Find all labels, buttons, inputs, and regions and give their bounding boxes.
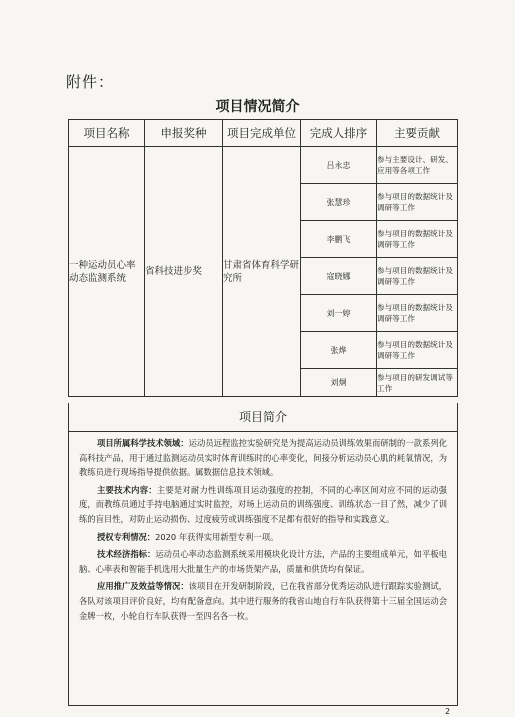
project-table	[68, 119, 458, 397]
paragraph-text: 运动员远程监控实验研究是为提高运动员训练效果而研制的一款系列化高科技产品，用于通过监测运动员实时体育训练时的心率变化，间接分析运动员心肌的耗氧情况，为教练员进行现场指导提供依据。属数据信息技术领域。	[79, 438, 447, 478]
paragraph-label: 技术经济指标：	[97, 549, 156, 560]
person-contribution: 参与项目的数据统计及调研等工作	[377, 295, 458, 332]
intro-paragraph	[79, 547, 447, 576]
person-name: 刘炯	[301, 369, 377, 397]
header-project-name: 项目名称	[69, 120, 145, 147]
person-name: 张烨	[301, 332, 377, 369]
page-number: 2	[445, 707, 451, 716]
project-name-cell: 一种运动员心率动态监测系统	[69, 147, 145, 397]
header-people-order: 完成人排序	[301, 120, 377, 147]
person-contribution: 参与项目的数据统计及调研等工作	[377, 184, 458, 221]
table-row	[69, 147, 458, 184]
person-name: 吕永忠	[301, 147, 377, 184]
paragraph-text: 运动员心率动态监测系统采用模块化设计方法，产品的主要组成单元，如平板电脑、心率表和智能手机选用大批量生产的市场货架产品，质量和供货均有保证。	[79, 549, 447, 574]
intro-paragraph	[79, 436, 447, 480]
intro-title: 项目简介	[69, 403, 457, 432]
person-name: 李鹏飞	[301, 221, 377, 258]
award-type-cell: 省科技进步奖	[145, 147, 223, 397]
intro-paragraph	[79, 579, 447, 623]
doc-title: 项目情况简介	[215, 99, 300, 115]
paragraph-label: 应用推广及效益等情况：	[97, 581, 189, 592]
person-contribution: 参与项目的数据统计及调研等工作	[377, 332, 458, 369]
intro-paragraph	[79, 483, 447, 527]
project-intro-section	[68, 403, 458, 706]
person-contribution: 参与主要设计、研发、应用等各项工作	[377, 147, 458, 184]
paragraph-label: 授权专利情况：	[97, 531, 156, 542]
header-award-type: 申报奖种	[145, 120, 223, 147]
person-name: 寇晓娜	[301, 258, 377, 295]
paragraph-text: 该项目在开发研制阶段，已在我省部分优秀运动队进行跟踪实验测试，各队对该项目评价良好，均有配备意向。其中进行服务的我省山地自行车队获得第十三届全国运动会金牌一枚，小轮自行车队获得一至四名各一枚。	[79, 581, 447, 621]
person-name: 张慧珍	[301, 184, 377, 221]
person-contribution: 参与项目的数据统计及调研等工作	[377, 221, 458, 258]
person-contribution: 参与项目的数据统计及调研等工作	[377, 258, 458, 295]
header-unit: 项目完成单位	[223, 120, 301, 147]
unit-cell: 甘肃省体育科学研究所	[223, 147, 301, 397]
header-contribution: 主要贡献	[377, 120, 458, 147]
paragraph-text: 主要是对耐力性训练项目运动强度的控制，不同的心率区间对应不同的运动强度，而教练员通过手持电脑通过实时监控，对场上运动员的训练强度、训练状态一目了然，减少了训练的盲目性，对防止运动损伤、过度疲劳或训练强度不足都有很好的指导和实践意义。	[79, 484, 447, 524]
person-name: 刘一婷	[301, 295, 377, 332]
paragraph-text: 2020 年获得实用新型专利一项。	[155, 531, 279, 542]
intro-body	[69, 432, 457, 623]
table-header-row	[69, 120, 458, 147]
intro-paragraph	[79, 530, 447, 545]
person-contribution: 参与项目的研发调试等工作	[377, 369, 458, 397]
paragraph-label: 主要技术内容：	[97, 484, 157, 495]
annex-label: 附件：	[66, 73, 115, 91]
paragraph-label: 项目所属科学技术领域：	[97, 438, 189, 448]
